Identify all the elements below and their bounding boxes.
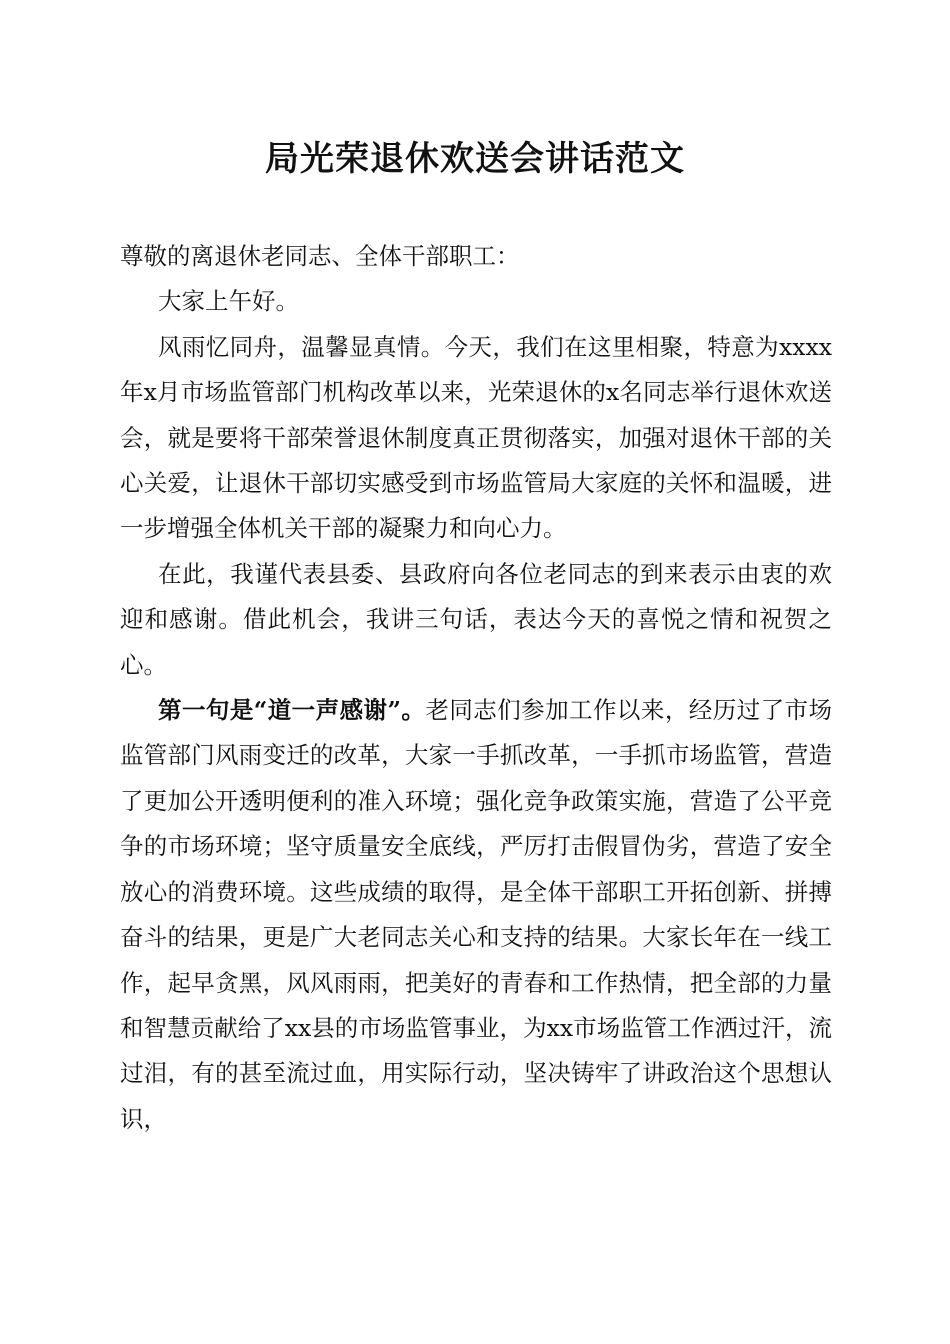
- section-1-text: 老同志们参加工作以来，经历过了市场监管部门风雨变迁的改革，大家一手抓改革，一手抓市场监管，营造了更加公开透明便利的准入环境；强化竞争政策实施，营造了公平竞争的市场环境；坚守质量安全底线，严厉打击假冒伪劣，营造了安全放心的消费环境。这些成绩的取得，是全体干部职工开拓创新、拼搏奋斗的结果，更是广大老同志关心和支持的结果。大家长年在一线工作，起早贪黑，风风雨雨，把美好的青春和工作热情，把全部的力量和智慧贡献给了xx县的市场监管事业，为xx市场监管工作洒过汗，流过泪，有的甚至流过血，用实际行动，坚决铸牢了讲政治这个思想认识，: [120, 696, 832, 1133]
- greeting: 大家上午好。: [158, 287, 299, 316]
- salutation: 尊敬的离退休老同志、全体干部职工：: [120, 242, 520, 270]
- section-1-lead: 第一句是“道一声感谢”。: [158, 696, 426, 725]
- document-title: 局光荣退休欢送会讲话范文: [265, 139, 685, 179]
- paragraph: 在此，我谨代表县委、县政府向各位老同志的到来表示由衷的欢迎和感谢。借此机会，我讲三句话，表达今天的喜悦之情和祝贺之心。: [120, 559, 832, 679]
- section-1-paragraph: [120, 688, 832, 1142]
- paragraph: 风雨忆同舟，温馨显真情。今天，我们在这里相聚，特意为xxxx年x月市场监管部门机构改革以来，光荣退休的x名同志举行退休欢送会，就是要将干部荣誉退休制度真正贯彻落实，加强对退休干部的关心关爱，让退休干部切实感受到市场监管局大家庭的关怀和温暖，进一步增强全体机关干部的凝聚力和向心力。: [120, 332, 832, 543]
- document-body: [120, 234, 832, 1142]
